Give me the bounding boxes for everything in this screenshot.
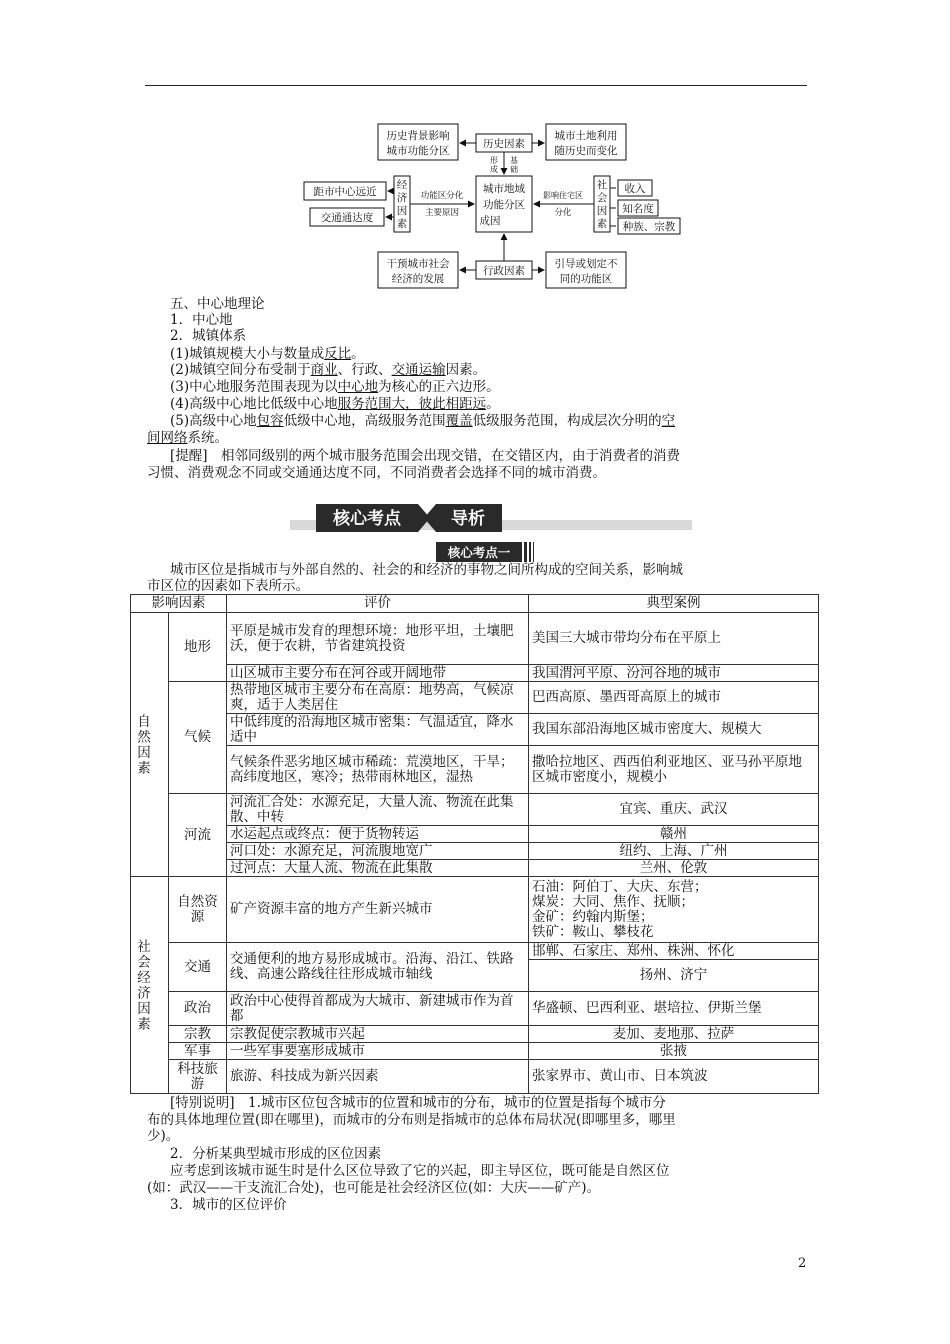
history-factor-label: 历史因素 (483, 138, 525, 150)
cell-case (529, 877, 819, 943)
basis-label-1: 基 (510, 156, 518, 165)
underlined-answer: 空 (661, 413, 676, 429)
economic-char-3: 因 (396, 205, 408, 217)
cell-eval: 水运起点或终点：便于货物转运 (227, 826, 529, 843)
factor-transport: 交通 (169, 943, 227, 992)
intervene-line1: 干预城市社会 (386, 258, 450, 270)
formation-label-2: 成 (490, 165, 498, 174)
section5-p1 (170, 346, 365, 362)
economic-char-2: 济 (396, 192, 408, 204)
section5-p5 (170, 413, 675, 429)
fame-label: 知名度 (622, 203, 654, 215)
social-char-1: 社 (596, 179, 608, 191)
section5-item2: 2．城镇体系 (170, 328, 247, 344)
case-line: 金矿：约翰内斯堡； (532, 908, 654, 925)
center-line2: 功能分区 (483, 199, 525, 211)
table-row (131, 714, 819, 746)
group-natural-label: 自然因素 (134, 713, 150, 776)
admin-factor-label: 行政因素 (483, 265, 525, 277)
underlined-answer: 交通运输 (391, 362, 446, 378)
banner-left-text: 核心考点 (333, 509, 401, 529)
factor-religion: 宗教 (169, 1026, 227, 1043)
table-row (131, 826, 819, 843)
banner-right-text: 导析 (451, 509, 485, 529)
cell-eval: 矿产资源丰富的地方产生新兴城市 (227, 877, 529, 943)
intervene-line2: 经济的发展 (391, 273, 445, 285)
section5-p2 (170, 362, 486, 378)
section-2-title: 2．分析某典型城市形成的区位因素 (170, 1146, 382, 1162)
table-row (131, 860, 819, 877)
land-use-line2: 随历史而变化 (554, 145, 618, 157)
cell-eval: 宗教促使宗教城市兴起 (227, 1026, 529, 1043)
tip-line1: [提醒] 相邻同级别的两个城市服务范围会出现交错，在交错区内，由于消费者的消费 (170, 448, 681, 464)
history-bg-line2: 城市功能分区 (386, 145, 450, 157)
text: 系统。 (187, 430, 228, 446)
text: (5)高级中心地 (170, 413, 257, 429)
land-use-line1: 城市土地利用 (554, 130, 618, 142)
section-3-title: 3．城市的区位评价 (170, 1197, 287, 1213)
cell-eval: 山区城市主要分布在河谷或开阔地带 (227, 665, 529, 682)
factor-politics: 政治 (169, 992, 227, 1026)
cell-eval: 政治中心使得首都成为大城市、新建城市作为首都 (227, 992, 529, 1026)
cell-case: 邯郸、石家庄、郑州、株洲、怀化 (529, 943, 819, 960)
factor-military: 军事 (169, 1043, 227, 1060)
economic-char-4: 素 (396, 218, 408, 230)
note-line3: 少)。 (147, 1128, 180, 1144)
section-2-line2: (如：武汉——干支流汇合处)，也可能是社会经济区位(如：大庆——矿产)。 (147, 1180, 601, 1196)
tip-line2: 习惯、消费观念不同或交通通达度不同，不同消费者会选择不同的城市消费。 (147, 465, 606, 481)
table-header-row (131, 595, 819, 613)
underlined-answer: 商业 (310, 362, 338, 378)
group-social (131, 877, 169, 1094)
cell-case: 我国渭河平原、汾河谷地的城市 (529, 665, 819, 682)
social-char-4: 素 (596, 218, 608, 230)
text: (2)城镇空间分布受制于 (170, 362, 311, 378)
case-line: 石油：阿伯丁、大庆、东营； (532, 878, 708, 895)
text: 。 (486, 396, 500, 412)
table-row (131, 943, 819, 960)
cell-eval: 气候条件恶劣地区城市稀疏：荒漠地区，干旱；高纬度地区，寒冷；热带雨林地区，湿热 (227, 746, 529, 794)
header-factor: 影响因素 (131, 595, 227, 613)
cell-eval: 一些军事要塞形成城市 (227, 1043, 529, 1060)
cell-case: 巴西高原、墨西哥高原上的城市 (529, 682, 819, 714)
table-row (131, 746, 819, 794)
text: 因素。 (445, 362, 487, 378)
cell-case: 撒哈拉地区、西西伯利亚地区、亚马孙平原地区城市密度小，规模小 (529, 746, 819, 794)
sub-banner-text: 核心考点一 (447, 545, 511, 560)
cell-eval: 过河点：大量人流、物流在此集散 (227, 860, 529, 877)
income-label: 收入 (624, 183, 646, 195)
table-row (131, 1026, 819, 1043)
cell-eval: 热带地区城市主要分布在高原：地势高，气候凉爽，适于人类居住 (227, 682, 529, 714)
factor-terrain: 地形 (169, 613, 227, 682)
note-line1: [特别说明] 1.城市区位包含城市的位置和城市的分布，城市的位置是指每个城市分 (170, 1095, 666, 1111)
cell-case: 张家界市、黄山市、日本筑波 (529, 1060, 819, 1094)
factor-resource: 自然资源 (169, 877, 227, 943)
social-char-3: 因 (596, 205, 608, 217)
distance-label: 距市中心远近 (313, 186, 377, 198)
city-location-factor-table (130, 594, 819, 1094)
section5-p3 (170, 379, 500, 395)
text: (1)城镇规模大小与数量成 (170, 346, 325, 362)
table-row (131, 794, 819, 826)
case-line: 铁矿：鞍山、攀枝花 (532, 923, 654, 940)
cell-case: 赣州 (529, 826, 819, 843)
func-label: 功能区分化 (420, 191, 464, 201)
text: 低级中心地，高级服务范围 (283, 413, 446, 429)
cell-eval: 中低纬度的沿海地区城市密集：气温适宜，降水适中 (227, 714, 529, 746)
guide-line1: 引导或划定不 (554, 258, 618, 270)
table-row (131, 843, 819, 860)
section-2-line1: 应考虑到该城市诞生时是什么区位导致了它的兴起，即主导区位，既可能是自然区位 (170, 1163, 670, 1179)
cell-case: 兰州、伦敦 (529, 860, 819, 877)
factor-river: 河流 (169, 794, 227, 877)
center-line3: 成因 (479, 215, 501, 227)
main-reason-label: 主要原因 (424, 208, 460, 218)
cell-case: 宜宾、重庆、武汉 (529, 794, 819, 826)
text: (3)中心地服务范围表现为以 (170, 379, 338, 395)
sub-banner (436, 540, 542, 564)
social-char-2: 会 (596, 192, 608, 204)
cell-case: 纽约、上海、广州 (529, 843, 819, 860)
basis-label-2: 础 (510, 165, 518, 174)
factor-climate: 气候 (169, 682, 227, 794)
table-row (131, 682, 819, 714)
table-row (131, 1060, 819, 1094)
race-label: 种族、宗教 (622, 221, 676, 233)
text: 。 (351, 346, 365, 362)
note-line2: 布的具体地理位置(即在哪里)，而城市的分布则是指城市的总体布局状况(即哪里多，哪里 (147, 1112, 676, 1128)
table-row (131, 613, 819, 665)
section5-title: 五、中心地理论 (170, 296, 265, 312)
cell-eval: 平原是城市发育的理想环境：地形平坦，土壤肥沃，便于农耕，节省建筑投资 (227, 613, 529, 665)
table-row (131, 665, 819, 682)
housing-label: 影响住宅区 (543, 191, 583, 200)
diff-label: 分化 (554, 208, 572, 218)
cell-case: 扬州、济宁 (529, 960, 819, 992)
case-line: 煤炭：大同、焦作、抚顺； (532, 893, 694, 910)
underlined-answer: 覆盖 (445, 413, 473, 429)
cell-case: 华盛顿、巴西利亚、堪培拉、伊斯兰堡 (529, 992, 819, 1026)
history-bg-line1: 历史背景影响 (386, 130, 450, 142)
cell-case: 美国三大城市带均分布在平原上 (529, 613, 819, 665)
underlined-answer: 反比 (324, 346, 352, 362)
cell-case: 麦加、麦地那、拉萨 (529, 1026, 819, 1043)
page-number: 2 (798, 1256, 807, 1271)
cell-case: 我国东部沿海地区城市密度大、规模大 (529, 714, 819, 746)
underlined-answer: 服务范围大，彼此相距远 (337, 396, 487, 412)
underlined-answer: 中心地 (337, 379, 379, 395)
text: (4)高级中心地比低级中心地 (170, 396, 338, 412)
header-evaluation: 评价 (227, 595, 529, 613)
guide-line2: 同的功能区 (559, 273, 613, 285)
traffic-label: 交通通达度 (320, 212, 374, 224)
text: 低级服务范围，构成层次分明的 (472, 413, 662, 429)
section5-p4 (170, 396, 500, 412)
economic-char-1: 经 (396, 179, 408, 191)
header-case: 典型案例 (529, 595, 819, 613)
cell-eval: 旅游、科技成为新兴因素 (227, 1060, 529, 1094)
factor-tech: 科技旅游 (169, 1060, 227, 1094)
cell-eval: 河流汇合处：水源充足，大量人流、物流在此集散、中转 (227, 794, 529, 826)
intro-line1: 城市区位是指城市与外部自然的、社会的和经济的事物之间所构成的空间关系，影响城 (170, 562, 683, 578)
intro-line2: 市区位的因素如下表所示。 (147, 578, 309, 594)
core-banner (290, 500, 692, 536)
underlined-answer: 包容 (256, 413, 284, 429)
section5-p5-cont (147, 430, 228, 446)
cell-case: 张掖 (529, 1043, 819, 1060)
underlined-answer: 间网络 (147, 430, 188, 446)
cell-eval: 河口处：水源充足，河流腹地宽广 (227, 843, 529, 860)
group-natural (131, 613, 169, 877)
center-line1: 城市地域 (483, 183, 525, 195)
city-function-zone-diagram (300, 118, 690, 290)
group-social-label: 社会经济因素 (134, 938, 150, 1032)
table-row (131, 877, 819, 943)
text: 为核心的正六边形。 (378, 379, 500, 395)
section5-item1: 1．中心地 (170, 312, 233, 328)
formation-label-1: 形 (490, 156, 498, 165)
text: 、行政、 (337, 362, 392, 378)
table-row (131, 992, 819, 1026)
header-rule (145, 85, 807, 86)
cell-eval: 交通便利的地方易形成城市。沿海、沿江、铁路线、高速公路线往往形成城市轴线 (227, 943, 529, 992)
table-row (131, 1043, 819, 1060)
